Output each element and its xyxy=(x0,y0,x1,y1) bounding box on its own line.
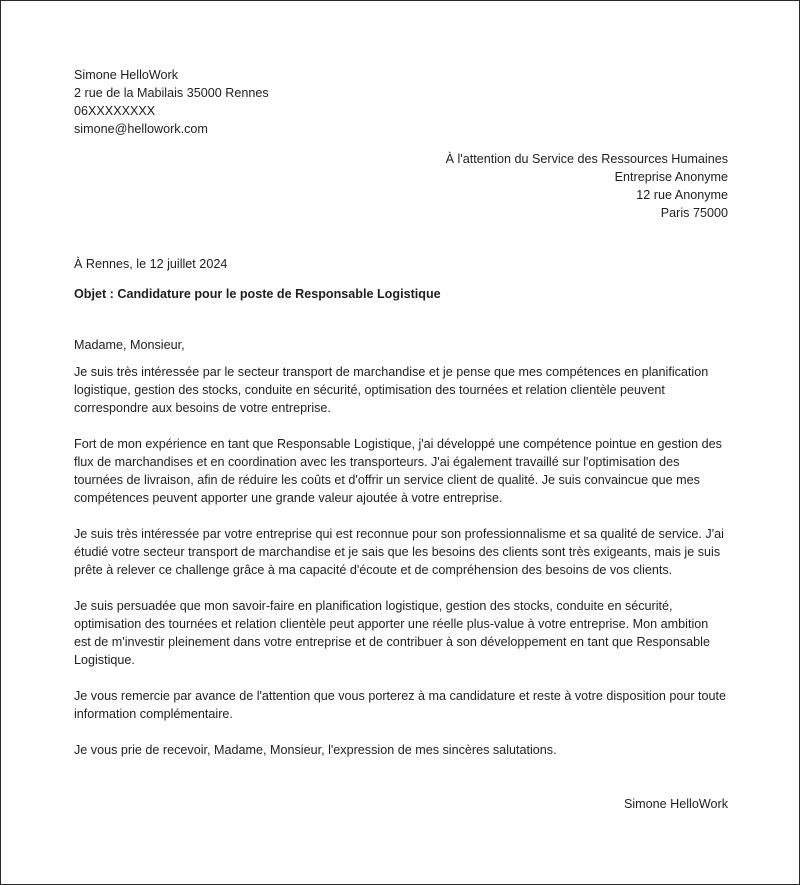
recipient-company: Entreprise Anonyme xyxy=(614,170,728,184)
letter-paragraph: Fort de mon expérience en tant que Responsable Logistique, j'ai développé une compétence pointue en gestion des flux de marchandises et en coordination avec les transporteurs. J'ai également travaillé sur l'optimisation des tournées de livraison, afin de réduire les coûts et d'offrir un service client de qualité. Je suis convaincue que mes compétences peuvent apporter une grande valeur ajoutée à votre entreprise. xyxy=(74,437,722,505)
letter-date: À Rennes, le 12 juillet 2024 xyxy=(74,257,228,271)
sender-name: Simone HelloWork xyxy=(74,68,179,82)
recipient-attention: À l'attention du Service des Ressources Humaines xyxy=(445,152,728,166)
sender-address: 2 rue de la Mabilais 35000 Rennes xyxy=(74,86,269,100)
recipient-street: 12 rue Anonyme xyxy=(636,188,728,202)
letter-paragraph: Je suis persuadée que mon savoir-faire en planification logistique, gestion des stocks, conduite en sécurité, optimisation des tournées et relation clientèle peut apporter une réelle plus-value à votre entreprise. Mon ambition est de m'investir pleinement dans votre entreprise et de contribuer à son développement en tant que Responsable Logistique. xyxy=(74,599,710,667)
letter-content xyxy=(74,66,728,813)
sender-block xyxy=(74,66,728,138)
letter-paragraph: Je vous remercie par avance de l'attention que vous porterez à ma candidature et reste à votre disposition pour toute information complémentaire. xyxy=(74,689,727,721)
letter-paragraph: Je suis très intéressée par votre entreprise qui est reconnue pour son professionnalisme et sa qualité de service. J'ai étudié votre secteur transport de marchandise et je sais que les besoins des clients sont très exigeants, mais je suis prête à relever ce challenge grâce à ma capacité d'écoute et de compréhension des besoins de vos clients. xyxy=(74,527,724,577)
letter-signature: Simone HelloWork xyxy=(623,797,728,811)
sender-phone: 06XXXXXXXX xyxy=(74,104,156,118)
letter-paragraph: Je suis très intéressée par le secteur transport de marchandise et je pense que mes compétences en planification logistique, gestion des stocks, conduite en sécurité, optimisation des tournées et relation clientèle peuvent correspondre aux besoins de votre entreprise. xyxy=(74,365,709,415)
recipient-block xyxy=(74,150,728,222)
letter-closing: Je vous prie de recevoir, Madame, Monsieur, l'expression de mes sincères salutations. xyxy=(74,743,557,757)
recipient-city: Paris 75000 xyxy=(660,206,728,220)
sender-email: simone@hellowork.com xyxy=(74,122,208,136)
letter-subject: Objet : Candidature pour le poste de Responsable Logistique xyxy=(74,287,441,301)
letter-greeting: Madame, Monsieur, xyxy=(74,338,185,352)
